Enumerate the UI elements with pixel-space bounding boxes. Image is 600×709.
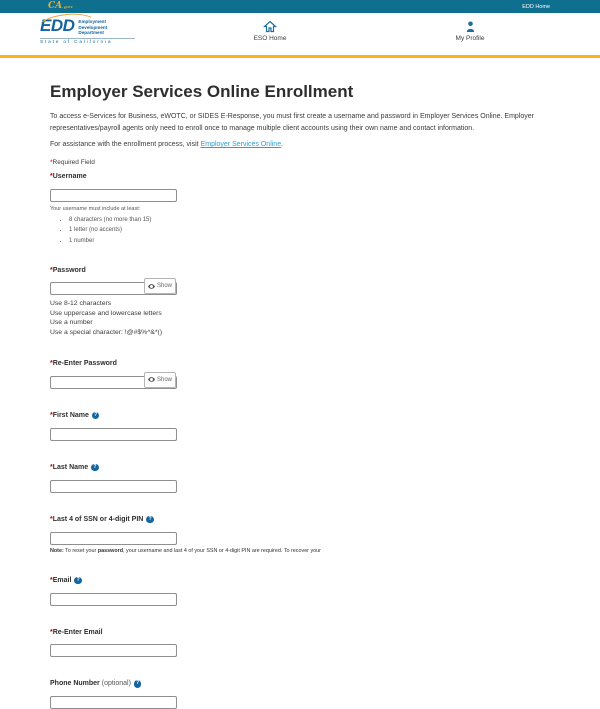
username-requirements-list bbox=[69, 217, 560, 244]
email-input[interactable] bbox=[50, 593, 177, 606]
reenter-email-input[interactable] bbox=[50, 644, 177, 657]
reenter-password-group bbox=[50, 360, 560, 389]
username-label: *Username bbox=[50, 173, 87, 180]
nav-my-profile[interactable] bbox=[435, 21, 505, 42]
person-icon bbox=[465, 21, 476, 32]
reenter-email-label: *Re-Enter Email bbox=[50, 628, 103, 636]
help-icon[interactable]: ? bbox=[91, 464, 99, 472]
email-label: *Email ? bbox=[50, 577, 560, 585]
edd-state-text: State of California bbox=[40, 38, 135, 46]
first-name-label: *First Name ? bbox=[50, 412, 560, 420]
password-group bbox=[50, 267, 560, 338]
username-input[interactable] bbox=[50, 189, 177, 202]
last-name-input[interactable] bbox=[50, 480, 177, 493]
required-field-note: *Required Field bbox=[50, 159, 95, 166]
eye-icon bbox=[148, 284, 155, 289]
reenter-password-show-button[interactable]: Show bbox=[144, 372, 176, 388]
password-show-button[interactable]: Show bbox=[144, 278, 176, 294]
password-requirement: Use 8-12 characters bbox=[50, 300, 112, 307]
ca-gov-logo[interactable]: CA.gov bbox=[48, 1, 74, 11]
reenter-password-label: *Re-Enter Password bbox=[50, 360, 117, 367]
username-requirement: • 8 characters (no more than 15) bbox=[69, 217, 560, 223]
ssn-pin-note: Note: To reset your password, your username and last 4 of your SSN or 4-digit PIN are required. To recover your bbox=[50, 547, 321, 554]
main-content bbox=[0, 58, 600, 709]
nav-my-profile-label: My Profile bbox=[455, 35, 485, 42]
password-requirement: Use a number bbox=[50, 319, 93, 326]
edd-acronym: EDD bbox=[40, 16, 75, 35]
site-header bbox=[0, 13, 600, 55]
nav-eso-home-label: ESO Home bbox=[253, 35, 287, 42]
username-group bbox=[50, 173, 560, 244]
username-hint-title: Your username must include at least: bbox=[50, 205, 141, 212]
password-label: *Password bbox=[50, 266, 86, 274]
page-title: Employer Services Online Enrollment bbox=[50, 82, 354, 101]
last-name-label: *Last Name ? bbox=[50, 464, 560, 472]
password-requirement: Use uppercase and lowercase letters bbox=[50, 309, 162, 317]
help-icon[interactable]: ? bbox=[92, 412, 100, 420]
first-name-group bbox=[50, 412, 560, 441]
password-requirements bbox=[50, 299, 560, 337]
home-icon bbox=[264, 21, 276, 32]
employer-services-online-link[interactable]: Employer Services Online bbox=[200, 141, 282, 148]
phone-input[interactable] bbox=[50, 696, 177, 709]
first-name-input[interactable] bbox=[50, 428, 177, 441]
username-requirement: • 1 letter (no accents) bbox=[69, 227, 560, 233]
username-requirement: • 1 number bbox=[69, 238, 560, 244]
help-icon[interactable]: ? bbox=[134, 680, 142, 688]
password-requirement: Use a special character: !@#$%^&*() bbox=[50, 328, 163, 336]
ssn-pin-input[interactable] bbox=[50, 532, 177, 545]
phone-group bbox=[50, 680, 560, 709]
help-icon[interactable]: ? bbox=[146, 516, 154, 524]
edd-department-text: Employment Development Department bbox=[78, 19, 108, 36]
phone-label: Phone Number (optional) ? bbox=[50, 680, 560, 688]
intro-paragraph: To access e-Services for Business, eWOTC, or SIDES E-Response, you must first create a username and password in Employer Services Online. Employer representatives/payroll agents only need to enroll once to manage multiple client accounts using their own name and contact information. bbox=[50, 113, 534, 132]
eye-icon bbox=[148, 377, 155, 382]
edd-logo[interactable] bbox=[40, 17, 135, 45]
assistance-paragraph: For assistance with the enrollment process, visit Employer Services Online. bbox=[50, 141, 284, 148]
last-name-group bbox=[50, 464, 560, 493]
nav-eso-home[interactable] bbox=[235, 21, 305, 42]
reenter-email-group bbox=[50, 629, 560, 658]
ssn-pin-group bbox=[50, 516, 560, 554]
ssn-pin-label: *Last 4 of SSN or 4-digit PIN ? bbox=[50, 516, 560, 524]
edd-home-link[interactable]: EDD Home bbox=[522, 3, 550, 10]
email-group bbox=[50, 577, 560, 606]
top-utility-bar bbox=[0, 0, 600, 13]
help-icon[interactable]: ? bbox=[74, 577, 82, 585]
